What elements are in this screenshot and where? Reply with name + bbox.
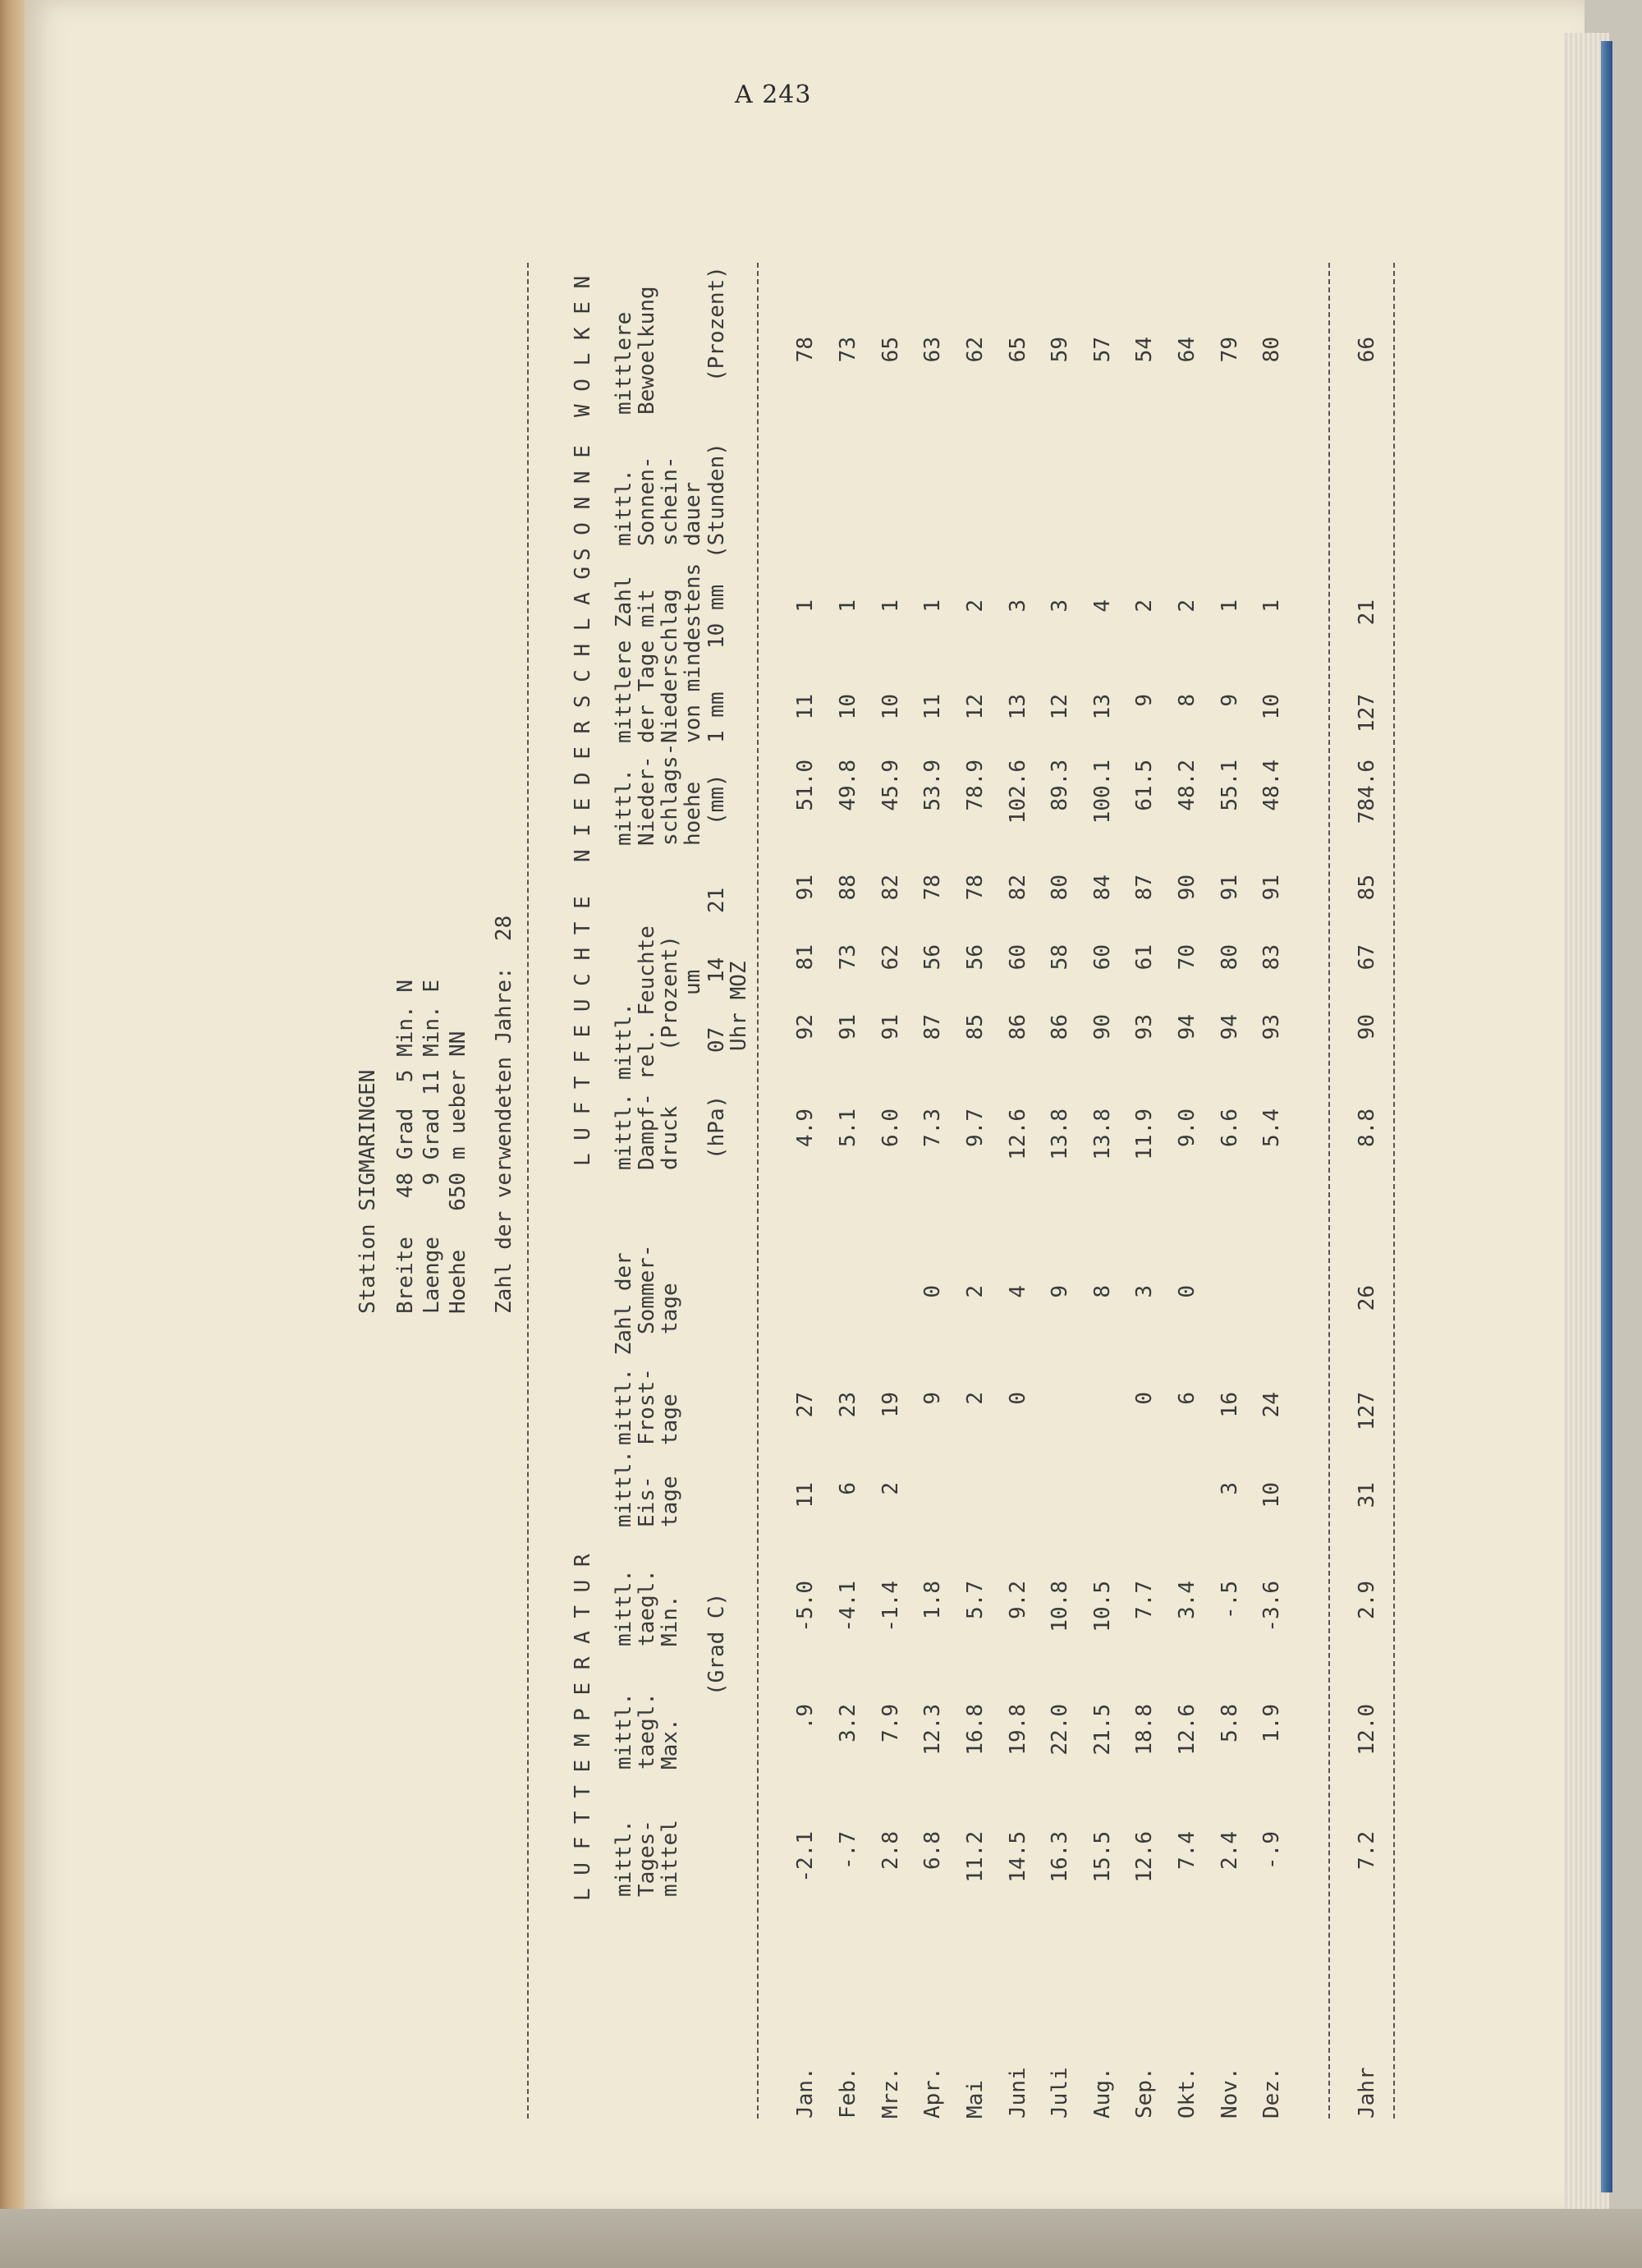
hdr-mm1: 1 mm: [704, 691, 729, 743]
cell-ns: 53.9: [920, 760, 945, 811]
cell-so: 2: [963, 1285, 988, 1298]
group-lufttemperatur: L U F T T E M P E R A T U R: [571, 1554, 595, 1901]
cell-t1: 9: [1132, 694, 1157, 707]
cell-f07: 94: [1218, 1014, 1242, 1040]
hdr-nied-unit: (mm): [704, 774, 729, 825]
cell-f07: 91: [836, 1014, 860, 1040]
hdr-tagesmittel-3: mittel: [658, 1820, 682, 1897]
hdr-eistage-3: tage: [658, 1476, 682, 1527]
station-breite: Breite 48 Grad 5 Min. N: [393, 980, 418, 1314]
hdr-sonne-2: Sonnen-: [635, 456, 659, 546]
cell-f14: 81: [793, 944, 818, 971]
cell-f07: 85: [963, 1014, 988, 1040]
cell-t1: 10: [878, 694, 903, 720]
cell-bw: 66: [1355, 337, 1379, 363]
cell-mx: 12.6: [1175, 1704, 1199, 1756]
cell-mx: 16.8: [963, 1704, 988, 1756]
cell-so: 26: [1355, 1285, 1379, 1311]
cell-tm: -2.1: [793, 1831, 818, 1883]
hdr-frosttage-2: tage: [658, 1393, 682, 1445]
station-laenge: Laenge 9 Grad 11 Min. E: [420, 980, 444, 1314]
cell-f14: 62: [878, 944, 903, 971]
cell-f21: 78: [963, 875, 988, 901]
cell-t1: 12: [1048, 694, 1072, 720]
cell-bw: 57: [1090, 337, 1115, 363]
cell-eis: 6: [836, 1482, 860, 1495]
cell-f14: 70: [1175, 944, 1199, 971]
cell-f07: 87: [920, 1014, 945, 1040]
cell-fr: 27: [793, 1392, 818, 1418]
hdr-min-1: mittl.: [612, 1569, 636, 1646]
hdr-feuchte-1: mittl.: [612, 1003, 636, 1080]
cell-m: Sep.: [1132, 2067, 1157, 2119]
cell-f14: 60: [1006, 944, 1030, 971]
hdr-sonne-3: schein-: [658, 456, 682, 546]
cell-f21: 78: [920, 875, 945, 901]
cell-f14: 83: [1259, 944, 1284, 971]
cell-f07: 93: [1259, 1014, 1284, 1040]
hdr-sonne-unit: (Stunden): [704, 443, 729, 558]
cell-eis: 3: [1218, 1482, 1242, 1495]
cell-f14: 56: [920, 944, 945, 971]
cell-tm: 2.8: [878, 1831, 903, 1870]
rule-top: [527, 263, 529, 2119]
cell-t10: 4: [1090, 599, 1115, 613]
cell-tm: 7.2: [1355, 1831, 1379, 1870]
cell-f14: 58: [1048, 944, 1072, 971]
cell-tm: 15.5: [1090, 1831, 1115, 1883]
cell-dd: 4.9: [793, 1109, 818, 1147]
climate-table: [357, 263, 1617, 2119]
cell-t1: 9: [1218, 694, 1242, 707]
cell-bw: 65: [1006, 337, 1030, 363]
cell-m: Nov.: [1218, 2067, 1242, 2119]
cell-f21: 84: [1090, 875, 1115, 901]
cell-t1: 11: [920, 694, 945, 720]
cell-mn: 2.9: [1355, 1581, 1379, 1619]
cell-mn: 3.4: [1175, 1581, 1199, 1619]
cell-ns: 100.1: [1090, 760, 1115, 824]
hdr-mm10: 10 mm: [704, 584, 729, 649]
hdr-time-14: 14: [704, 957, 729, 983]
cell-ns: 48.4: [1259, 760, 1284, 811]
cell-mx: .9: [793, 1704, 818, 1730]
group-niederschlag: N I E D E R S C H L A G: [571, 566, 595, 862]
cell-m: Jahr: [1355, 2067, 1379, 2119]
cell-f21: 82: [1006, 875, 1030, 901]
hdr-feuchte-4: um: [681, 969, 705, 995]
rule-header: [757, 263, 759, 2119]
cell-f14: 61: [1132, 944, 1157, 971]
cell-t1: 12: [963, 694, 988, 720]
hdr-bew-2: Bewoelkung: [635, 286, 659, 415]
cell-t10: 3: [1006, 599, 1030, 613]
hdr-sonne-4: dauer: [681, 481, 705, 546]
cell-ns: 49.8: [836, 760, 860, 811]
cell-dd: 5.4: [1259, 1109, 1284, 1147]
cell-tm: 11.2: [963, 1831, 988, 1883]
hdr-min-2: taegl.: [635, 1569, 659, 1646]
hdr-tage-3: Niederschlag: [658, 589, 682, 743]
bottom-shadow: [0, 2209, 1642, 2268]
cell-m: Aug.: [1090, 2067, 1115, 2119]
cell-mn: 7.7: [1132, 1581, 1157, 1619]
cell-t1: 11: [793, 694, 818, 720]
cell-mx: 5.8: [1218, 1704, 1242, 1742]
hdr-temp-unit: (Grad C): [704, 1592, 729, 1696]
cell-f07: 90: [1355, 1014, 1379, 1040]
cell-dd: 5.1: [836, 1109, 860, 1147]
cell-so: 0: [920, 1285, 945, 1298]
cell-so: 4: [1006, 1285, 1030, 1298]
cell-t1: 10: [836, 694, 860, 720]
cell-m: Okt.: [1175, 2067, 1199, 2119]
hdr-frosttage-1: Frost-: [635, 1368, 659, 1445]
cell-mn: -.5: [1218, 1581, 1242, 1619]
cell-t10: 1: [793, 599, 818, 613]
cell-ns: 55.1: [1218, 760, 1242, 811]
hdr-feuchte-2: rel. Feuchte: [635, 925, 659, 1080]
cell-bw: 62: [963, 337, 988, 363]
cell-ns: 78.9: [963, 760, 988, 811]
cell-mx: 22.0: [1048, 1704, 1072, 1756]
cell-fr: 19: [878, 1392, 903, 1418]
hdr-sommertage-2: tage: [658, 1283, 682, 1334]
cell-bw: 65: [878, 337, 903, 363]
cell-bw: 79: [1218, 337, 1242, 363]
cell-so: 8: [1090, 1285, 1115, 1298]
hdr-eistage-2: Eis-: [635, 1476, 659, 1527]
cell-dd: 6.0: [878, 1109, 903, 1147]
cell-bw: 59: [1048, 337, 1072, 363]
cell-fr: 24: [1259, 1392, 1284, 1418]
cell-ns: 48.2: [1175, 760, 1199, 811]
cell-f21: 87: [1132, 875, 1157, 901]
cell-mn: -1.4: [878, 1581, 903, 1632]
cell-t10: 2: [963, 599, 988, 613]
cell-mx: 18.8: [1132, 1704, 1157, 1756]
cell-dd: 12.6: [1006, 1109, 1030, 1160]
cell-f21: 82: [878, 875, 903, 901]
cell-ns: 61.5: [1132, 760, 1157, 811]
hdr-time-21: 21: [704, 887, 729, 913]
cell-f07: 86: [1048, 1014, 1072, 1040]
cell-bw: 78: [793, 337, 818, 363]
station-hoehe: Hoehe 650 m ueber NN: [446, 1031, 470, 1314]
cell-mx: 12.3: [920, 1704, 945, 1756]
cell-ns: 89.3: [1048, 760, 1072, 811]
hdr-dampfdruck-2: Dampf-: [635, 1093, 659, 1170]
cell-f14: 67: [1355, 944, 1379, 971]
cell-f07: 90: [1090, 1014, 1115, 1040]
cell-m: Juli: [1048, 2067, 1072, 2119]
cell-fr: 6: [1175, 1392, 1199, 1405]
cell-dd: 7.3: [920, 1109, 945, 1147]
station-title: Station SIGMARINGEN: [355, 1069, 380, 1314]
hdr-nied-4: hoehe: [681, 781, 705, 846]
cell-f14: 60: [1090, 944, 1115, 971]
cell-tm: -.7: [836, 1831, 860, 1870]
cell-fr: 16: [1218, 1392, 1242, 1418]
cell-bw: 64: [1175, 337, 1199, 363]
cell-mx: 1.9: [1259, 1704, 1284, 1742]
cell-eis: 31: [1355, 1482, 1379, 1508]
cell-f14: 56: [963, 944, 988, 971]
hdr-tage-4: von mindestens: [681, 562, 705, 743]
cell-dd: 13.8: [1090, 1109, 1115, 1160]
cell-m: Juni: [1006, 2067, 1030, 2119]
hdr-sonne-1: mittl.: [612, 469, 636, 546]
cell-f21: 80: [1048, 875, 1072, 901]
hdr-sommertage-1: Sommer-: [635, 1244, 659, 1334]
cell-bw: 54: [1132, 337, 1157, 363]
hdr-nied-1: mittl.: [612, 769, 636, 846]
cell-ns: 102.6: [1006, 760, 1030, 824]
hdr-uhr: Uhr MOZ: [727, 961, 751, 1051]
cell-dd: 6.6: [1218, 1109, 1242, 1147]
hdr-tagesmittel-1: mittl.: [612, 1820, 636, 1897]
rule-bottom: [1393, 263, 1395, 2119]
group-luftfeuchte: L U F T F E U C H T E: [571, 896, 595, 1166]
cell-mn: 5.7: [963, 1581, 988, 1619]
cell-f21: 90: [1175, 875, 1199, 901]
cell-ns: 45.9: [878, 760, 903, 811]
cell-t1: 13: [1090, 694, 1115, 720]
cell-fr: 127: [1355, 1392, 1379, 1430]
cell-so: 3: [1132, 1285, 1157, 1298]
cell-dd: 11.9: [1132, 1109, 1157, 1160]
cell-mn: -5.0: [793, 1581, 818, 1632]
book-spine-edge: [0, 0, 25, 2268]
cell-tm: 12.6: [1132, 1831, 1157, 1883]
cell-ns: 51.0: [793, 760, 818, 811]
hdr-nied-2: Nieder-: [635, 755, 659, 846]
cell-f21: 91: [1218, 875, 1242, 901]
cell-f07: 86: [1006, 1014, 1030, 1040]
cell-m: Feb.: [836, 2067, 860, 2119]
cell-bw: 80: [1259, 337, 1284, 363]
cell-tm: 6.8: [920, 1831, 945, 1870]
cell-f07: 93: [1132, 1014, 1157, 1040]
hdr-time-07: 07: [704, 1026, 729, 1053]
cell-mn: 10.5: [1090, 1581, 1115, 1632]
cell-t1: 10: [1259, 694, 1284, 720]
cell-t10: 1: [1218, 599, 1242, 613]
cell-m: Mai: [963, 2080, 988, 2119]
station-jahre: Zahl der verwendeten Jahre: 28: [492, 915, 516, 1314]
hdr-eistage-1: mittl.: [612, 1450, 636, 1527]
cell-fr: 2: [963, 1392, 988, 1405]
cell-dd: 8.8: [1355, 1109, 1379, 1147]
hdr-bew-unit: (Prozent): [704, 266, 729, 382]
cell-fr: 0: [1132, 1392, 1157, 1405]
cell-mn: 10.8: [1048, 1581, 1072, 1632]
cell-mx: 3.2: [836, 1704, 860, 1742]
hdr-dampfdruck-1: mittl.: [612, 1093, 636, 1170]
cell-tm: 2.4: [1218, 1831, 1242, 1870]
cell-f07: 92: [793, 1014, 818, 1040]
rule-before-jahr: [1328, 263, 1330, 2119]
cell-t10: 1: [1259, 599, 1284, 613]
cell-mn: 9.2: [1006, 1581, 1030, 1619]
cell-fr: 0: [1006, 1392, 1030, 1405]
cell-mn: -4.1: [836, 1581, 860, 1632]
hdr-max-1: mittl.: [612, 1692, 636, 1770]
cell-t1: 127: [1355, 694, 1379, 732]
cell-f07: 94: [1175, 1014, 1199, 1040]
cell-dd: 9.7: [963, 1109, 988, 1147]
cell-t1: 8: [1175, 694, 1199, 707]
cell-f21: 85: [1355, 875, 1379, 901]
cell-ns: 784.6: [1355, 760, 1379, 824]
hdr-dampf-unit: (hPa): [704, 1095, 729, 1159]
cell-f21: 88: [836, 875, 860, 901]
cell-t10: 2: [1175, 599, 1199, 613]
page-number: A 243: [735, 80, 812, 109]
cell-t10: 1: [920, 599, 945, 613]
cell-fr: 9: [920, 1392, 945, 1405]
hdr-max-2: taegl.: [635, 1692, 659, 1770]
cell-so: 9: [1048, 1285, 1072, 1298]
cell-mn: -3.6: [1259, 1581, 1284, 1632]
cell-t10: 1: [878, 599, 903, 613]
group-sonne: S O N N E: [571, 445, 595, 561]
cell-mx: 7.9: [878, 1704, 903, 1742]
group-wolken: W O L K E N: [571, 275, 595, 417]
cell-bw: 73: [836, 337, 860, 363]
cell-f21: 91: [1259, 875, 1284, 901]
cell-f07: 91: [878, 1014, 903, 1040]
cell-t10: 21: [1355, 599, 1379, 626]
cell-so: 0: [1175, 1285, 1199, 1298]
hdr-tagesmittel-2: Tages-: [635, 1820, 659, 1897]
hdr-bew-1: mittlere: [612, 311, 636, 415]
cell-f21: 91: [793, 875, 818, 901]
cell-tm: 7.4: [1175, 1831, 1199, 1870]
cell-dd: 9.0: [1175, 1109, 1199, 1147]
hdr-dampfdruck-3: druck: [658, 1105, 682, 1170]
hdr-feuchte-3: (Prozent): [658, 935, 682, 1051]
cell-m: Dez.: [1259, 2067, 1284, 2119]
hdr-zahl-der: mittl. Zahl der: [612, 1252, 636, 1445]
cell-tm: -.9: [1259, 1831, 1284, 1870]
cell-eis: 2: [878, 1482, 903, 1495]
cell-fr: 23: [836, 1392, 860, 1418]
cell-mn: 1.8: [920, 1581, 945, 1619]
cell-eis: 11: [793, 1482, 818, 1508]
cell-m: Apr.: [920, 2067, 945, 2119]
cell-t10: 2: [1132, 599, 1157, 613]
hdr-tage-2: der Tage mit: [635, 589, 659, 743]
cell-eis: 10: [1259, 1482, 1284, 1508]
cell-m: Jan.: [793, 2067, 818, 2119]
cell-t10: 3: [1048, 599, 1072, 613]
cell-dd: 13.8: [1048, 1109, 1072, 1160]
cell-f14: 80: [1218, 944, 1242, 971]
hdr-min-3: Min.: [658, 1595, 682, 1646]
hdr-nied-3: schlags-: [658, 742, 682, 846]
cell-t1: 13: [1006, 694, 1030, 720]
cell-t10: 1: [836, 599, 860, 613]
cell-mx: 21.5: [1090, 1704, 1115, 1756]
cell-m: Mrz.: [878, 2067, 903, 2119]
cell-f14: 73: [836, 944, 860, 971]
cell-bw: 63: [920, 337, 945, 363]
cell-tm: 14.5: [1006, 1831, 1030, 1883]
hdr-tage-1: mittlere Zahl: [612, 576, 636, 743]
hdr-max-3: Max.: [658, 1718, 682, 1770]
cell-mx: 19.8: [1006, 1704, 1030, 1756]
cell-mx: 12.0: [1355, 1704, 1379, 1756]
cell-tm: 16.3: [1048, 1831, 1072, 1883]
